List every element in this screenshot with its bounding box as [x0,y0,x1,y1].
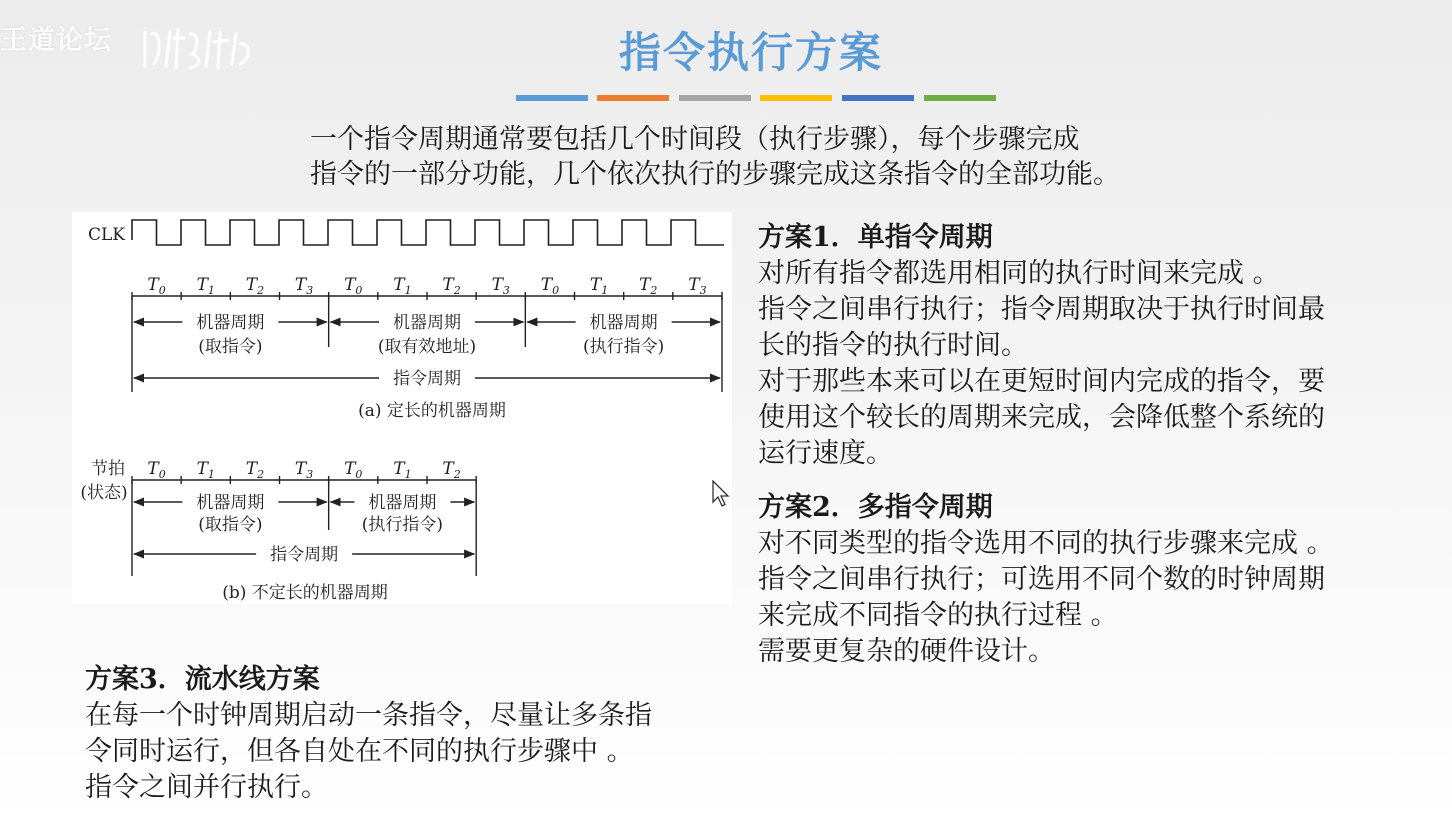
b-machine-cycle-sub: (执行指令) [361,515,444,535]
b-machine-cycle-label: 机器周期 [196,493,265,513]
plan1-heading: 方案1．单指令周期 [758,222,993,253]
b-row-label-1: 节拍 [91,459,125,479]
plan1-line-3: 长的指令的执行时间。 [758,330,1028,361]
clk-label: CLK [88,225,125,245]
a-machine-cycle-sub: (执行指令) [583,337,665,357]
a-instruction-cycle-label: 指令周期 [393,369,461,389]
a-machine-cycle-label: 机器周期 [196,313,265,333]
plan3-line-3: 指令之间并行执行。 [85,772,328,803]
plan1-line-4: 对于那些本来可以在更短时间内完成的指令，要 [758,366,1325,397]
clk-waveform [132,220,724,245]
plan2-section [758,490,1408,670]
color-bar-2 [597,95,669,101]
plan1-line-1: 对所有指令都选用相同的执行时间来完成 。 [758,258,1280,289]
a-machine-cycle-sub: (取有效地址) [377,337,477,357]
intro-line-1: 一个指令周期通常要包括几个时间段（执行步骤），每个步骤完成 [310,124,1080,155]
a-tick-label: $T_1$ [393,275,412,297]
a-machine-cycle-label: 机器周期 [393,313,461,333]
a-caption: (a) 定长的机器周期 [358,401,506,421]
plan3-heading: 方案3．流水线方案 [85,664,320,695]
plan3-line-2: 令同时运行，但各自处在不同的执行步骤中 。 [85,736,634,767]
a-tick-label: $T_2$ [442,275,461,297]
color-bar-3 [679,95,751,101]
timing-diagram-svg [72,212,732,604]
page-title: 指令执行方案 [618,28,883,77]
color-bar-6 [924,95,996,101]
intro-paragraph [310,122,1230,192]
a-tick-label: $T_0$ [344,275,363,297]
b-machine-cycle-label: 机器周期 [368,493,437,513]
intro-line-2: 指令的一部分功能，几个依次执行的步骤完成这条指令的全部功能。 [310,159,1120,190]
a-tick-label: $T_0$ [540,275,560,297]
a-tick-label: $T_3$ [294,275,314,297]
b-tick-label: $T_2$ [442,459,461,481]
plan2-line-1: 对不同类型的指令选用不同的执行步骤来完成 。 [758,528,1334,559]
b-machine-cycle-sub: (取指令) [198,515,263,535]
b-tick-label: $T_2$ [245,459,265,481]
watermark-text: 王道论坛 [0,25,112,56]
a-tick-label: $T_2$ [245,275,265,297]
a-tick-label: $T_1$ [589,275,609,297]
plan3-section [85,662,735,806]
a-machine-cycle-sub: (取指令) [198,337,263,357]
b-tick-label: $T_0$ [147,459,166,481]
a-tick-label: $T_1$ [196,275,215,297]
a-machine-cycle-label: 机器周期 [589,313,658,333]
plan2-line-2: 指令之间串行执行；可选用不同个数的时钟周期 [758,564,1325,595]
a-tick-label: $T_0$ [147,275,166,297]
a-tick-label: $T_3$ [688,275,707,297]
plan1-line-2: 指令之间串行执行；指令周期取决于执行时间最 [758,294,1325,325]
plan1-line-6: 运行速度。 [758,438,893,469]
timing-diagram [72,212,732,604]
mouse-cursor-icon [712,480,730,508]
plan2-line-4: 需要更复杂的硬件设计。 [758,636,1055,667]
b-tick-label: $T_3$ [294,459,314,481]
b-tick-label: $T_1$ [196,459,215,481]
a-tick-label: $T_2$ [639,275,658,297]
b-caption: (b) 不定长的机器周期 [222,583,388,603]
plan1-section [758,220,1408,472]
color-bar-5 [842,95,914,101]
plan2-heading: 方案2．多指令周期 [758,492,993,523]
plan1-line-5: 使用这个较长的周期来完成，会降低整个系统的 [758,402,1325,433]
plan2-line-3: 来完成不同指令的执行过程 。 [758,600,1118,631]
a-tick-label: $T_3$ [491,275,510,297]
color-bar-4 [760,95,832,101]
b-tick-label: $T_0$ [344,459,363,481]
color-bar-1 [516,95,588,101]
b-tick-label: $T_1$ [393,459,412,481]
plan3-line-1: 在每一个时钟周期启动一条指令，尽量让多条指 [85,700,652,731]
b-instruction-cycle-label: 指令周期 [270,545,339,565]
b-row-label-2: (状态) [80,483,128,503]
